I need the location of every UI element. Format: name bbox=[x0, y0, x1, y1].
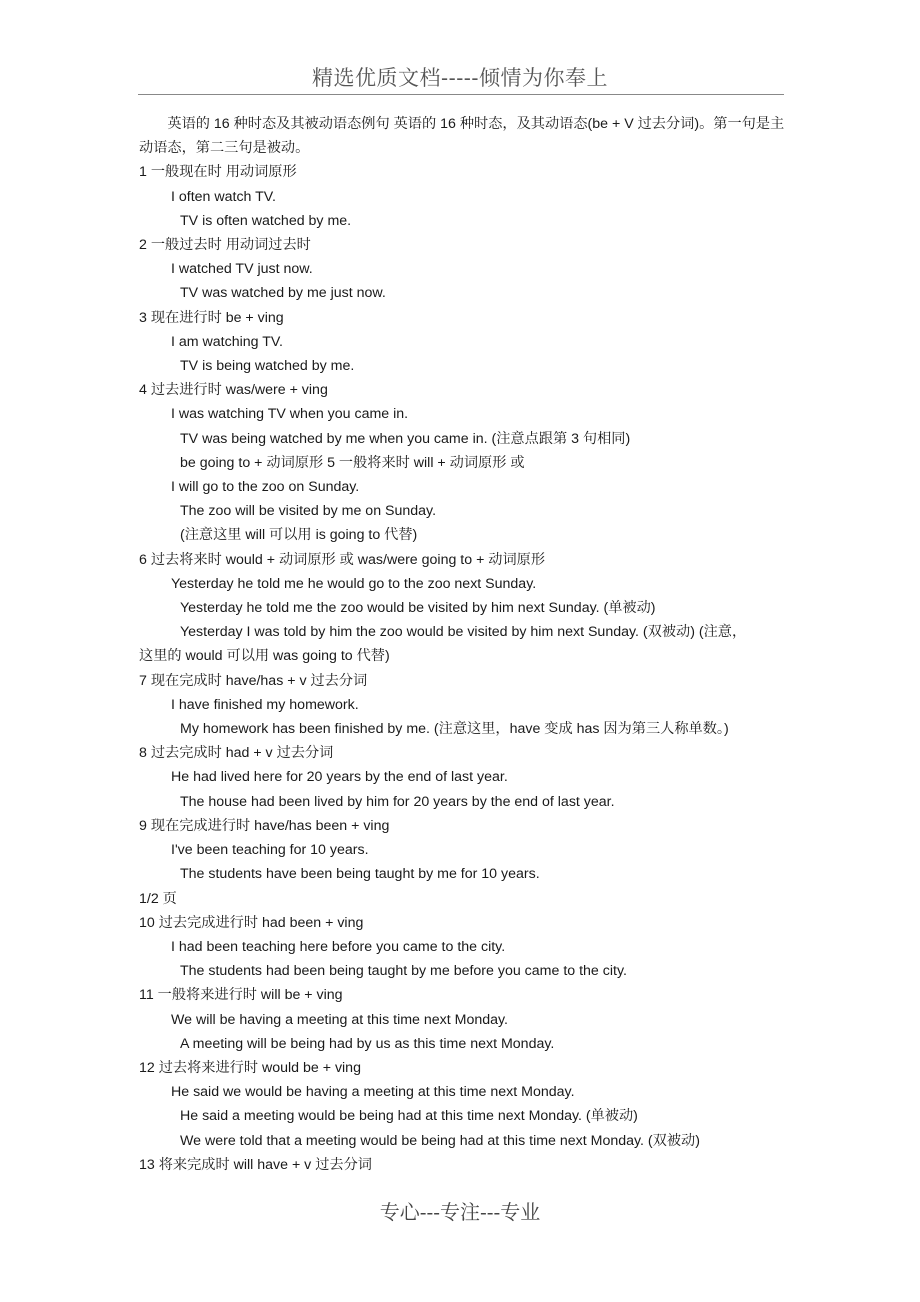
text-line: The house had been lived by him for 20 years by the end of last year. bbox=[180, 793, 615, 810]
text-line: I was watching TV when you came in. bbox=[171, 406, 409, 423]
text-line: My homework has been finished by me. (注意这里，have 变成 has 因为第三人称单数。) bbox=[180, 721, 729, 738]
text-line: 6 过去将来时 would + 动词原形 或 was/were going to + 动词原形 bbox=[139, 551, 546, 568]
text-line: Yesterday I was told by him the zoo would be visited by him next Sunday. (双被动) (注意， bbox=[180, 624, 747, 641]
text-line: 11 一般将来进行时 will be + ving bbox=[139, 987, 343, 1004]
text-line: 英语的 16 种时态及其被动语态例句 英语的 16 种时态，及其动语态(be + V 过去分词)。第一句是主动语态，第二三句是被动。 bbox=[139, 116, 785, 157]
text-line: I am watching TV. bbox=[171, 333, 283, 350]
text-line: TV was being watched by me when you came in. (注意点跟第 3 句相同) bbox=[180, 430, 631, 447]
text-line: He had lived here for 20 years by the end of last year. bbox=[171, 769, 508, 786]
text-line: TV is being watched by me. bbox=[180, 358, 355, 375]
text-line: 13 将来完成时 will have + v 过去分词 bbox=[139, 1156, 372, 1173]
text-line: 2 一般过去时 用动词过去时 bbox=[139, 237, 311, 254]
text-line: I have finished my homework. bbox=[171, 696, 359, 713]
text-line: 4 过去进行时 was/were + ving bbox=[139, 382, 328, 399]
text-line: I watched TV just now. bbox=[171, 261, 313, 278]
text-line: (注意这里 will 可以用 is going to 代替) bbox=[180, 527, 418, 544]
text-line: TV was watched by me just now. bbox=[180, 285, 386, 302]
text-line: 这里的 would 可以用 was going to 代替) bbox=[139, 648, 390, 665]
text-line: I had been teaching here before you came to the city. bbox=[171, 938, 506, 955]
text-line: The students had been being taught by me before you came to the city. bbox=[180, 963, 627, 980]
page-header: 精选优质文档-----倾情为你奉上 bbox=[312, 66, 608, 90]
text-line: The zoo will be visited by me on Sunday. bbox=[180, 503, 437, 520]
text-line: 9 现在完成进行时 have/has been + ving bbox=[139, 817, 390, 834]
header-divider bbox=[138, 94, 784, 95]
text-line: I will go to the zoo on Sunday. bbox=[171, 479, 360, 496]
text-line: TV is often watched by me. bbox=[180, 212, 352, 229]
text-line: 1 一般现在时 用动词原形 bbox=[139, 164, 297, 181]
text-line: 10 过去完成进行时 had been + ving bbox=[139, 914, 364, 931]
text-line: He said a meeting would be being had at this time next Monday. (单被动) bbox=[180, 1108, 638, 1125]
text-line: I've been teaching for 10 years. bbox=[171, 842, 369, 859]
text-line: 7 现在完成时 have/has + v 过去分词 bbox=[139, 672, 368, 689]
text-line: Yesterday he told me the zoo would be visited by him next Sunday. (单被动) bbox=[180, 600, 656, 617]
document-body bbox=[139, 112, 794, 1177]
text-line: Yesterday he told me he would go to the zoo next Sunday. bbox=[171, 575, 537, 592]
text-line: be going to + 动词原形 5 一般将来时 will + 动词原形 或 bbox=[180, 454, 525, 471]
page-footer: 专心---专注---专业 bbox=[379, 1200, 541, 1224]
text-line: The students have been being taught by me for 10 years. bbox=[180, 866, 540, 883]
text-line: 8 过去完成时 had + v 过去分词 bbox=[139, 745, 334, 762]
text-line: He said we would be having a meeting at this time next Monday. bbox=[171, 1084, 575, 1101]
text-line: 12 过去将来进行时 would be + ving bbox=[139, 1059, 361, 1076]
text-line: A meeting will be being had by us as this time next Monday. bbox=[180, 1035, 555, 1052]
text-line: We will be having a meeting at this time next Monday. bbox=[171, 1011, 508, 1028]
text-line: 3 现在进行时 be + ving bbox=[139, 309, 284, 326]
text-line: 1/2 页 bbox=[139, 890, 177, 907]
text-line: We were told that a meeting would be being had at this time next Monday. (双被动) bbox=[180, 1132, 700, 1149]
text-line: I often watch TV. bbox=[171, 188, 276, 205]
